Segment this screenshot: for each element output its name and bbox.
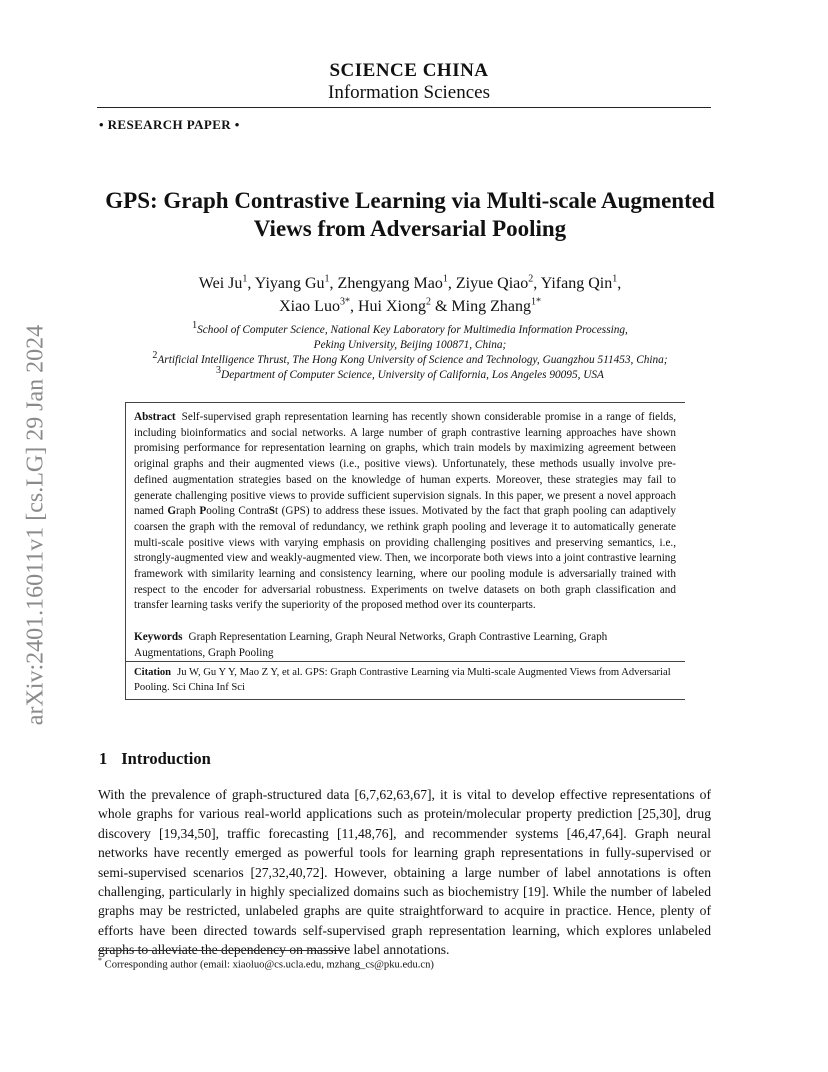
author-name: Hui Xiong [357, 298, 426, 315]
author-authors_line1-3 [456, 275, 541, 292]
method-name-raph: raph [176, 505, 200, 518]
author-separator: & [430, 298, 452, 315]
keywords [134, 630, 676, 661]
affiliation-mark: 1 [192, 320, 198, 332]
affiliation-line [40, 338, 780, 353]
author-authors_line2-2 [451, 298, 541, 315]
method-name-s: S [268, 505, 276, 518]
section-title: Introduction [121, 749, 211, 768]
author-authors_line1-1 [255, 275, 338, 292]
author-authors_line1-0 [199, 275, 255, 292]
author-line-2 [80, 295, 740, 318]
abstract-rule-bottom [125, 699, 685, 700]
affiliation-text: Peking University, Beijing 100871, China; [313, 339, 507, 351]
keywords-label: Keywords [134, 631, 183, 643]
header-rule [97, 107, 711, 108]
footnote-rule [98, 950, 343, 951]
author-name: Wei Ju [198, 275, 243, 292]
author-affiliation-mark: 1 [442, 273, 448, 285]
citation-label: Citation [134, 667, 172, 678]
author-separator: , [533, 275, 541, 292]
affiliation-line [40, 350, 780, 368]
affiliation-line [40, 365, 780, 383]
journal-name: SCIENCE CHINA [329, 60, 489, 81]
affiliation-text: Artificial Intelligence Thrust, The Hong Kong University of Science and Technology, Guangzhou 511453, China; [157, 354, 668, 366]
author-affiliation-mark: 1* [530, 296, 541, 308]
abstract-text-a: Self-supervised graph representation learning has recently shown considerable promise in a range of fields, including bioinformatics and social networks. A large number of graph contrastive learning approaches have shown promising performance for representation learning on graphs, which train models by maximizing agreement between original graphs and their augmented views (i.e., positive views). Unfortunately, these methods usually involve pre-defined augmentation strategies based on the knowledge of human experts. Moreover, these strategies may fail to generate challenging positive views to provide sufficient supervision signals. In this paper, we present a novel approach named [134, 411, 676, 518]
affiliation-line [40, 320, 780, 338]
abstract-left-border [125, 402, 126, 699]
footnote-mark: * [98, 956, 102, 965]
arxiv-side-stamp: arXiv:2401.16011v1 [cs.LG] 29 Jan 2024 [22, 324, 49, 726]
footnote-text: Corresponding author (email: xiaoluo@cs.ucla.edu, mzhang_cs@pku.edu.cn) [104, 959, 434, 971]
affiliation-text: Department of Computer Science, University of California, Los Angeles 90095, USA [221, 369, 604, 381]
journal-subtitle: Information Sciences [328, 82, 490, 103]
author-affiliation-mark: 1 [242, 273, 248, 285]
journal-header [0, 60, 818, 104]
author-affiliation-mark: 2 [528, 273, 534, 285]
author-name: Ming Zhang [451, 298, 531, 315]
abstract-rule-top [125, 402, 685, 403]
author-authors_line1-2 [338, 275, 456, 292]
paper-type-label: • RESEARCH PAPER • [99, 117, 240, 132]
author-separator: , [247, 275, 255, 292]
keywords-rule [125, 661, 685, 662]
citation [134, 666, 676, 695]
author-name: Yiyang Gu [254, 275, 325, 292]
section-number: 1 [99, 749, 108, 768]
author-separator: , [329, 275, 338, 292]
author-affiliation-mark: 1 [612, 273, 618, 285]
abstract [134, 410, 676, 614]
method-name-ooling: ooling Contra [206, 505, 269, 518]
author-separator: , [447, 275, 456, 292]
method-name [167, 505, 278, 517]
affiliation-mark: 3 [216, 365, 222, 377]
abstract-text-b: (GPS) to address these issues. Motivated by the fact that graph pooling can adaptively coarsen the graph with the removal of redundancy, we rethink graph pooling and leverage it to automatically generate multi-scale positive views with varying emphasis on providing challenging positives and preserving semantics, i.e., strongly-augmented view and weakly-augmented view. Then, we incorporate both views into a joint contrastive learning framework with similarity learning and consistency learning, where our pooling module is adversarially trained with respect to the encoder for adversarial robustness. Experiments on twelve datasets on both graph classification and transfer learning tasks verify the superiority of the proposed method over its counterparts. [134, 505, 676, 612]
footnote [98, 954, 434, 973]
author-authors_line2-0 [279, 298, 358, 315]
method-name-t: t [275, 505, 279, 518]
citation-text: Ju W, Gu Y Y, Mao Z Y, et al. GPS: Graph Contrastive Learning via Multi-scale Augmented Views from Adversarial Pooling. Sci China Inf Sci [134, 667, 671, 693]
affiliation-mark: 2 [152, 350, 158, 362]
author-affiliation-mark: 3* [339, 296, 350, 308]
author-name: Zhengyang Mao [337, 275, 443, 292]
author-affiliation-mark: 1 [324, 273, 330, 285]
paper-title: GPS: Graph Contrastive Learning via Multi-scale Augmented Views from Adversarial Pooling [105, 188, 715, 241]
method-name-p: P [199, 505, 207, 518]
intro-paragraph: With the prevalence of graph-structured data [6,7,62,63,67], it is vital to develop effective representations of whole graphs for various real-world applications such as protein/molecular property prediction [25,30], drug discovery [19,34,50], traffic forecasting [11,48,76], and recommender systems [46,47,64]. Graph neural networks have recently emerged as powerful tools for learning graph representations in fully-supervised or semi-supervised scenarios [27,32,40,72]. However, obtaining a large number of label annotations is often challenging, particularly in highly specialized domains such as biochemistry [19]. While the number of labeled graphs may be restricted, unlabeled graphs are quite straightforward to acquire in practice. Hence, plenty of efforts have been directed towards self-supervised graph representation learning, which explores unlabeled graphs to alleviate the dependency on massive label annotations. [98, 787, 711, 958]
author-authors_line1-4 [541, 275, 622, 292]
abstract-label: Abstract [134, 411, 176, 423]
section-heading [99, 749, 211, 769]
affiliation-text: School of Computer Science, National Key Laboratory for Multimedia Information Processing, [197, 324, 628, 336]
author-list [80, 272, 740, 318]
method-name-g: G [167, 505, 177, 518]
author-affiliation-mark: 2 [425, 296, 431, 308]
keywords-text: Graph Representation Learning, Graph Neural Networks, Graph Contrastive Learning, Graph Augmentations, Graph Pooling [134, 631, 608, 659]
author-separator: , [349, 298, 358, 315]
author-line-1 [80, 272, 740, 295]
author-name: Ziyue Qiao [455, 275, 529, 292]
author-authors_line2-1 [358, 298, 451, 315]
author-name: Xiao Luo [279, 298, 340, 315]
author-separator: , [617, 275, 622, 292]
affiliations [40, 320, 780, 383]
author-name: Yifang Qin [540, 275, 613, 292]
